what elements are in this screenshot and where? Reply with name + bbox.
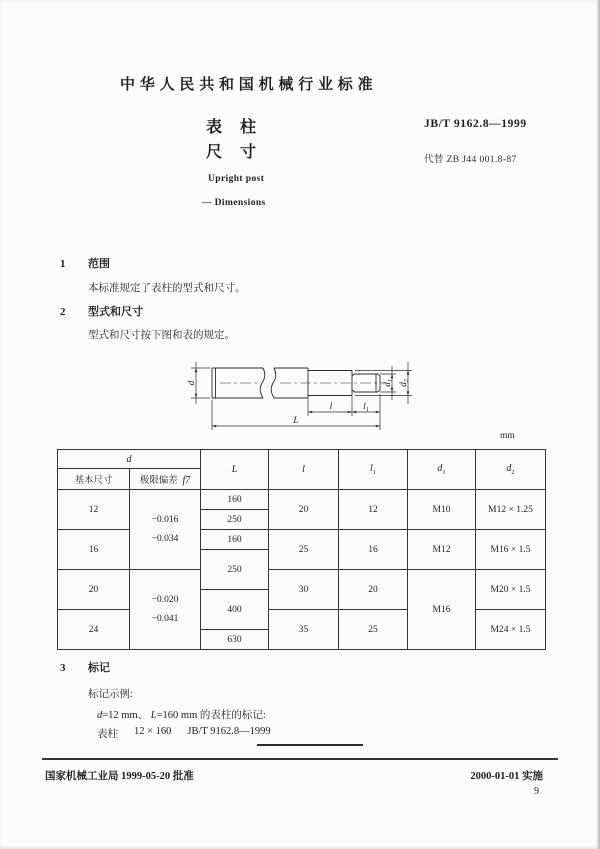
section1-heading xyxy=(60,255,110,271)
upright-post-technical-drawing xyxy=(170,350,440,442)
title-cn-line2: 尺寸 xyxy=(206,144,275,161)
header-L: L xyxy=(201,450,269,490)
header-d-tolerance: 极限偏差 f7 xyxy=(130,469,201,490)
header-d-group: d xyxy=(58,450,201,469)
cell-tolerance-12-16: −0.016 −0.034 xyxy=(130,490,201,570)
cell-l1-20: 20 xyxy=(339,570,408,610)
title-en-line2: — Dimensions xyxy=(202,198,266,208)
replaces-note: 代替 ZB J44 001.8-87 xyxy=(424,155,517,165)
footer-rule xyxy=(42,758,558,760)
cell-d1-M16: M16 xyxy=(408,570,476,650)
cell-L-250a: 250 xyxy=(201,510,269,530)
header-l: l xyxy=(269,450,339,490)
standard-org-line: 中华人民共和国机械行业标准 xyxy=(120,77,378,93)
section2-number: 2 xyxy=(60,306,66,318)
cell-L-630: 630 xyxy=(201,630,269,650)
arrow-d1-top xyxy=(391,374,394,378)
section2-title: 型式和尺寸 xyxy=(88,306,143,318)
arrow-d-top xyxy=(195,368,198,372)
cell-l1-16: 16 xyxy=(339,530,408,570)
cell-d-24: 24 xyxy=(58,610,130,650)
cell-l-20: 20 xyxy=(269,490,339,530)
section3-heading xyxy=(60,659,110,675)
cell-l-25: 25 xyxy=(269,530,339,570)
cell-l1-12: 12 xyxy=(339,490,408,530)
arrow-d-bottom xyxy=(195,394,198,398)
arrow-L-left xyxy=(212,425,216,428)
table-unit-label: mm xyxy=(500,431,515,441)
arrow-d2-bottom xyxy=(407,391,410,395)
marking-example-condition: d=12 mm、 L=160 mm 的表柱的标记: xyxy=(97,710,266,721)
dimensions-table xyxy=(57,449,546,650)
arrow-L-right xyxy=(376,425,380,428)
cell-d-20: 20 xyxy=(58,570,130,610)
cell-L-160a: 160 xyxy=(201,490,269,510)
title-en-line1: Upright post xyxy=(208,174,265,184)
cell-d-12: 12 xyxy=(58,490,130,530)
header-l1: $l_1$ xyxy=(339,450,408,490)
arrow-l-left xyxy=(308,411,312,414)
cell-L-250b: 250 xyxy=(201,550,269,590)
cell-L-400: 400 xyxy=(201,590,269,630)
section3-title: 标记 xyxy=(88,662,110,674)
header-d2: $d_2$ xyxy=(476,450,546,490)
label-l: l xyxy=(329,402,333,412)
marking-designation: 表柱 12 × 160 JB/T 9162.8—1999 xyxy=(97,726,271,740)
implementation-line: 2000-01-01 实施 xyxy=(470,771,543,782)
label-d1: $d_1$ xyxy=(383,379,394,387)
cell-l-30: 30 xyxy=(269,570,339,610)
cell-d2-M16: M16 × 1.5 xyxy=(476,530,546,570)
label-d: d xyxy=(187,380,197,386)
cell-tolerance-20-24: −0.020 −0.041 xyxy=(130,570,201,650)
approval-line: 国家机械工业局 1999-05-20 批准 xyxy=(45,771,194,782)
cell-d1-M12: M12 xyxy=(408,530,476,570)
cell-d1-M10: M10 xyxy=(408,490,476,530)
standard-number: JB/T 9162.8—1999 xyxy=(424,118,527,130)
end-of-text-rule xyxy=(257,744,363,746)
label-l1: $l_1$ xyxy=(363,402,369,413)
header-d-basic: 基本尺寸 xyxy=(58,469,130,490)
cell-d2-M24: M24 × 1.5 xyxy=(476,610,546,650)
arrow-l1-right xyxy=(376,411,380,414)
section1-title: 范围 xyxy=(88,258,110,270)
arrow-d2-top xyxy=(407,371,410,375)
section2-body: 型式和尺寸按下图和表的规定。 xyxy=(88,330,235,341)
label-d2: $d_2$ xyxy=(399,379,410,387)
arrow-d1-bottom xyxy=(391,388,394,392)
cell-d2-M20: M20 × 1.5 xyxy=(476,570,546,610)
section1-body: 本标准规定了表柱的型式和尺寸。 xyxy=(88,283,246,294)
section2-heading xyxy=(60,303,143,319)
arrow-l-right xyxy=(348,411,352,414)
section3-number: 3 xyxy=(60,662,66,674)
marking-example-label: 标记示例: xyxy=(88,689,133,700)
dimension-l xyxy=(308,396,380,416)
arrow-l1-left xyxy=(352,411,356,414)
cell-d2-M12: M12 × 1.25 xyxy=(476,490,546,530)
cell-l-35: 35 xyxy=(269,610,339,650)
title-cn-line1: 表柱 xyxy=(206,119,275,136)
cell-d-16: 16 xyxy=(58,530,130,570)
header-d1: $d_1$ xyxy=(408,450,476,490)
page-number: 9 xyxy=(534,786,539,797)
section1-number: 1 xyxy=(60,258,66,270)
cell-l1-25: 25 xyxy=(339,610,408,650)
label-L: L xyxy=(293,416,299,426)
cell-L-160b: 160 xyxy=(201,530,269,550)
